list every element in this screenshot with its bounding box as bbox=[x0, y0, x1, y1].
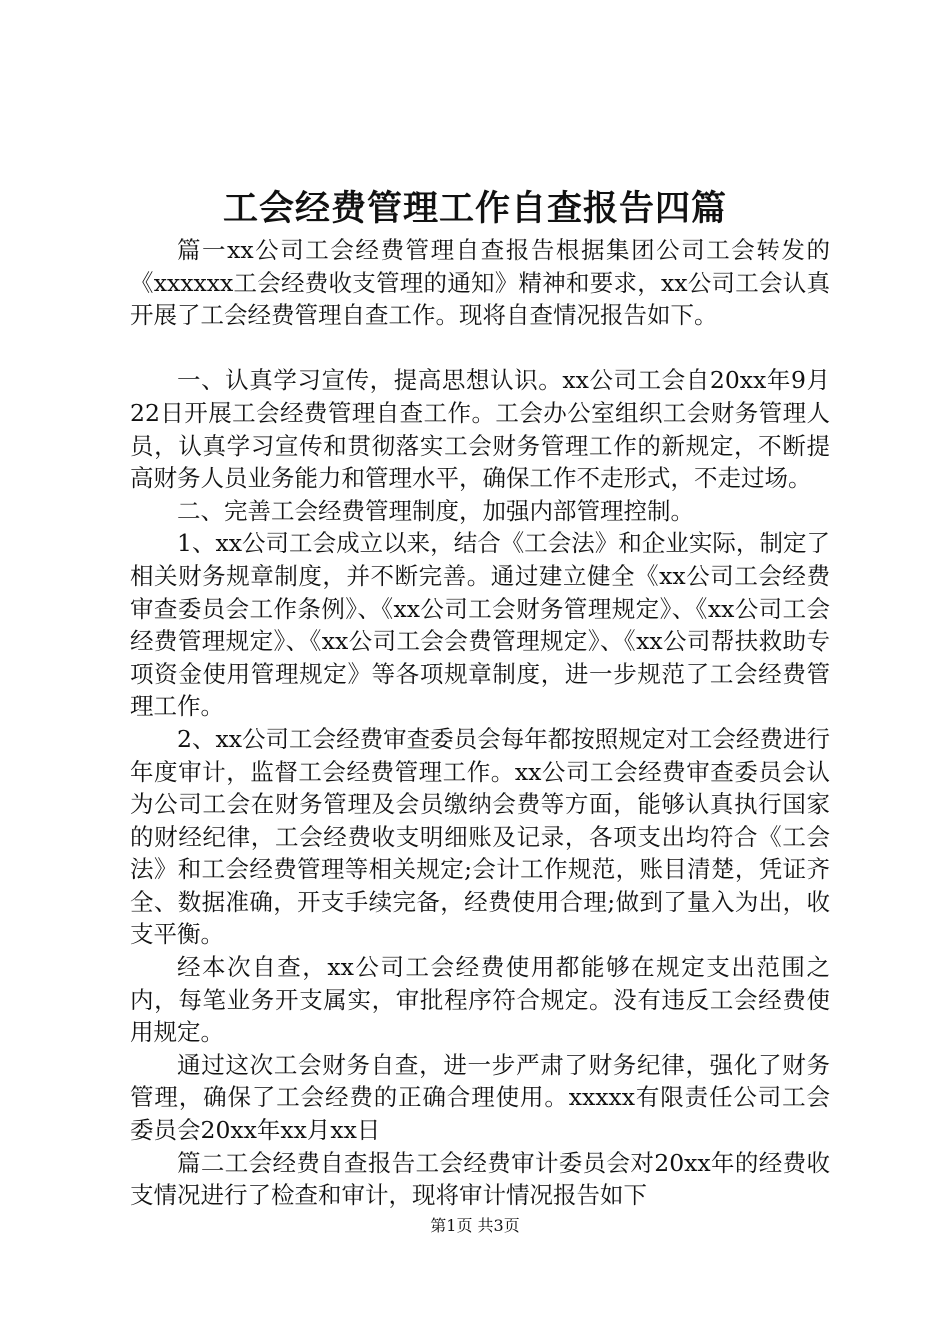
paragraph-conclusion: 经本次自查，xx公司工会经费使用都能够在规定支出范围之内，每笔业务开支属实，审批程序符合规定。没有违反工会经费使用规定。 bbox=[130, 953, 830, 1047]
paragraph-intro: 篇一xx公司工会经费管理自查报告根据集团公司工会转发的《xxxxxx工会经费收支管理的通知》精神和要求，xx公司工会认真开展了工会经费管理自查工作。现将自查情况报告如下。 bbox=[130, 236, 830, 330]
paragraph-part-two: 篇二工会经费自查报告工会经费审计委员会对20xx年的经费收支情况进行了检查和审计，现将审计情况报告如下 bbox=[130, 1148, 830, 1210]
paragraph-signature: 通过这次工会财务自查，进一步严肃了财务纪律，强化了财务管理，确保了工会经费的正确合理使用。xxxxx有限责任公司工会委员会20xx年xx月xx日 bbox=[130, 1050, 830, 1145]
paragraph-item-1: 1、xx公司工会成立以来，结合《工会法》和企业实际，制定了相关财务规章制度，并不断完善。通过建立健全《xx公司工会经费审查委员会工作条例》、《xx公司工会财务管理规定》、《xx公司工会经费管理规定》、《xx公司工会会费管理规定》、《xx公司帮扶救助专项资金使用管理规定》等各项规章制度，进一步规范了工会经费管理工作。 bbox=[130, 529, 830, 721]
document-body bbox=[130, 234, 830, 1212]
page-number: 第1页 共3页 bbox=[430, 1216, 520, 1235]
paragraph-section-2: 二、完善工会经费管理制度，加强内部管理控制。 bbox=[177, 496, 694, 525]
paragraph-section-1: 一、认真学习宣传，提高思想认识。xx公司工会自20xx年9月22日开展工会经费管理自查工作。工会办公室组织工会财务管理人员，认真学习宣传和贯彻落实工会财务管理工作的新规定，不断提高财务人员业务能力和管理水平，确保工作不走形式，不走过场。 bbox=[130, 366, 830, 493]
paragraph-item-2: 2、xx公司工会经费审查委员会每年都按照规定对工会经费进行年度审计，监督工会经费管理工作。xx公司工会经费审查委员会认为公司工会在财务管理及会员缴纳会费等方面，能够认真执行国家的财经纪律，工会经费收支明细账及记录，各项支出均符合《工会法》和工会经费管理等相关规定;会计工作规范，账目清楚，凭证齐全、数据准确，开支手续完备，经费使用合理;做到了量入为出，收支平衡。 bbox=[130, 724, 830, 949]
document-title: 工会经费管理工作自查报告四篇 bbox=[222, 188, 727, 229]
